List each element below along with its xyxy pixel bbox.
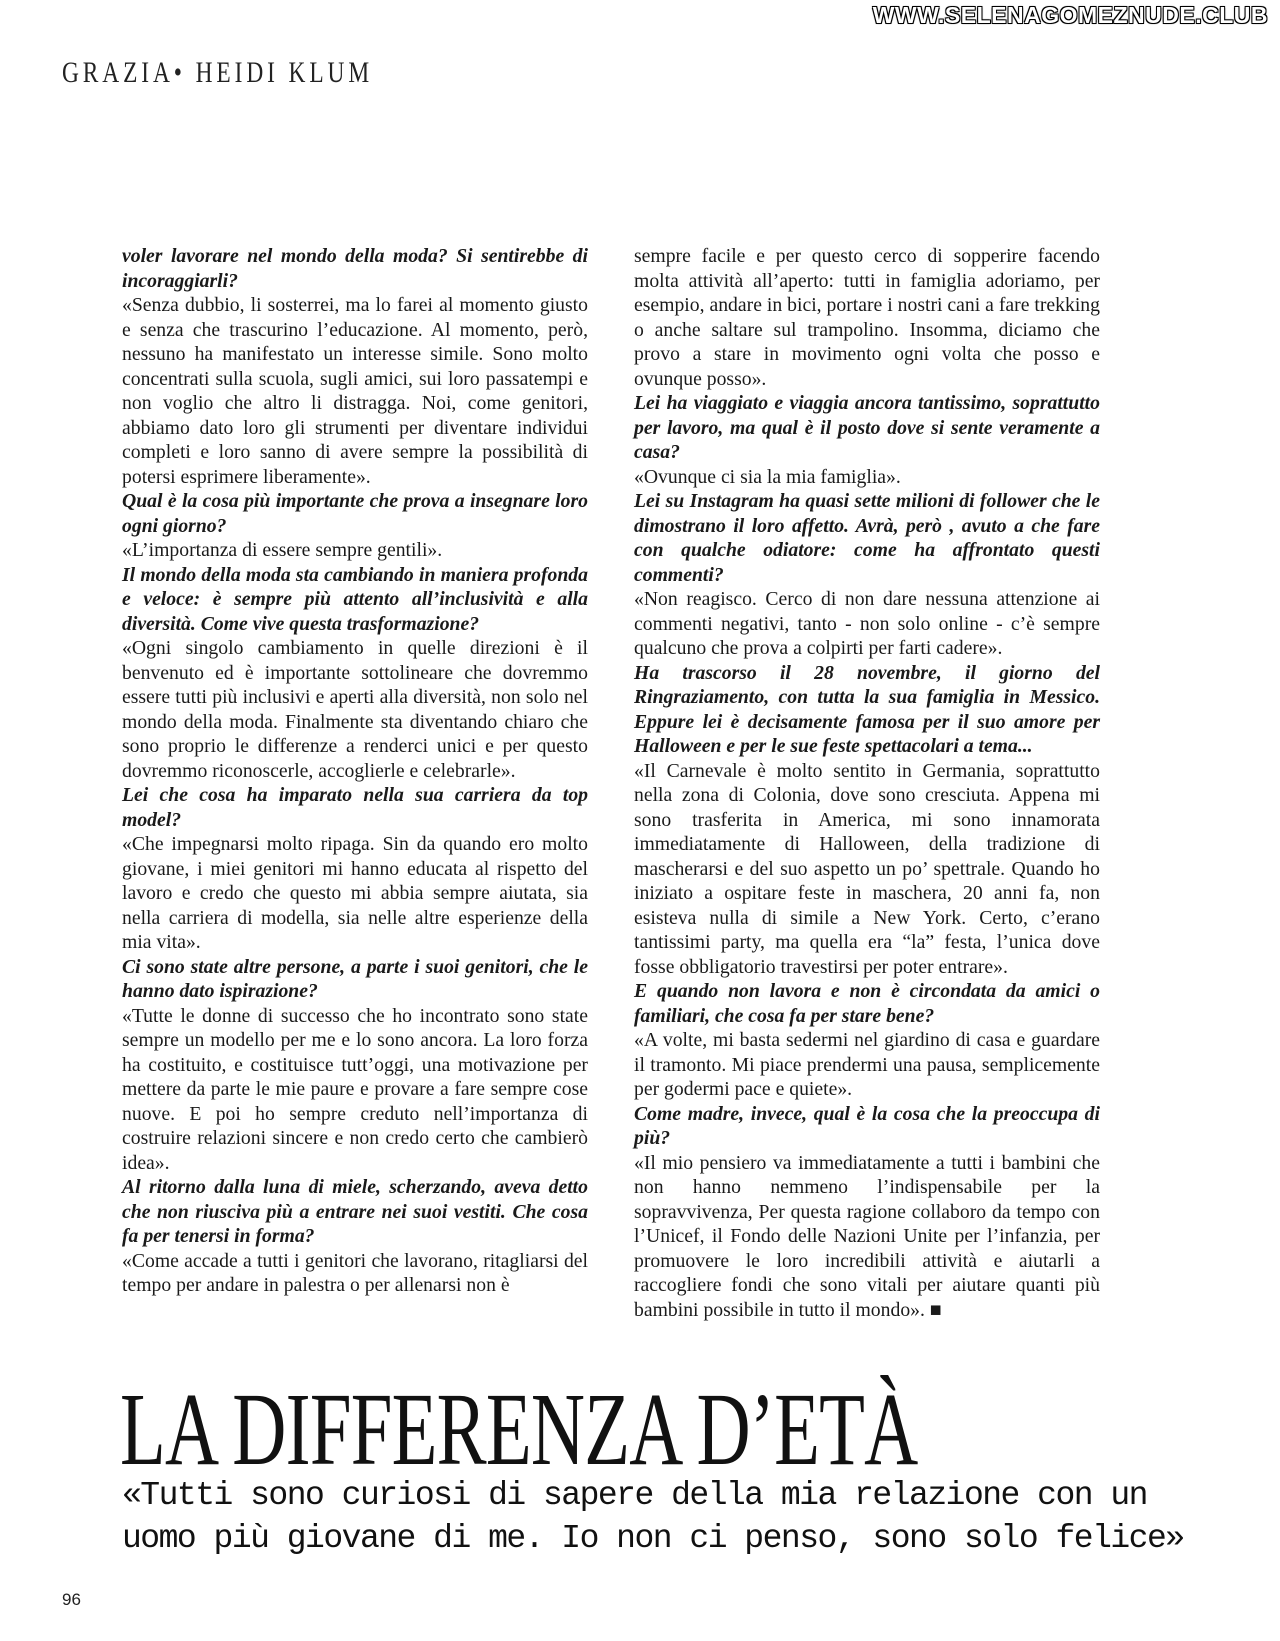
pull-quote (122, 1474, 1242, 1560)
right-paragraph-3: Lei su Instagram ha quasi sette milioni di follower che le dimostrano il loro affetto. Avrà, però , avuto a che fare con qualche odiatore: come ha affrontato questi commenti? (634, 490, 1100, 586)
right-paragraph-4: «Non reagisco. Cerco di non dare nessuna attenzione ai commenti negativi, tanto - non solo online - c’è sempre qualcuno che prova a colpirti per farti cadere». (634, 588, 1100, 659)
left-paragraph-6: Lei che cosa ha imparato nella sua carriera da top model? (122, 784, 588, 831)
left-paragraph-2: Qual è la cosa più importante che prova a insegnare loro ogni giorno? (122, 490, 588, 537)
right-paragraph-6: «Il Carnevale è molto sentito in Germania, soprattutto nella zona di Colonia, dove sono cresciuta. Appena mi sono trasferita in America, mi sono innamorata immediatamente di Halloween, della tradizione di mascherarsi e del suo aspetto un po’ spettrale. Quando ho iniziato a ospitare feste in maschera, 20 anni fa, non esisteva nulla di simile a New York. Certo, c’erano tantissimi party, ma quella era “la” festa, l’unica dove fosse obbligatorio travestirsi per poter entrare». (634, 759, 1100, 978)
left-paragraph-11: «Come accade a tutti i genitori che lavorano, ritagliarsi del tempo per andare in palestra o per allenarsi non è (122, 1249, 588, 1296)
left-paragraph-10: Al ritorno dalla luna di miele, scherzando, aveva detto che non riusciva più a entrare nei suoi vestiti. Che cosa fa per tenersi in forma? (122, 1176, 588, 1247)
right-paragraph-2: «Ovunque ci sia la mia famiglia». (634, 465, 901, 488)
right-paragraph-0: sempre facile e per questo cerco di sopperire facendo molta attività all’aperto: tutti in famiglia adoriamo, per esempio, andare in bici, portare i nostri cani a fare trekking o anche saltare sul trampolino. Insomma, diciamo che provo a stare in movimento ogni volta che posso e ovunque posso». (634, 245, 1100, 390)
left-paragraph-1: «Senza dubbio, li sosterrei, ma lo farei al momento giusto e senza che trascurino l’educazione. Al momento, però, nessuno ha manifestato un interesse simile. Sono molto concentrati sulla scuola, sugli amici, sui loro passatempi e non voglio che altro li distragga. Noi, come genitori, abbiamo dato loro gli strumenti per diventare individui completi e loro sanno di avere sempre la possibilità di potersi esprimere liberamente». (122, 294, 588, 488)
left-paragraph-5: «Ogni singolo cambiamento in quelle direzioni è il benvenuto ed è importante sottolineare che dovremmo essere tutti più inclusivi e aperti alla diversità, non solo nel mondo della moda. Finalmente sta diventando chiaro che sono proprio le differenze a renderci unici e per questo dovremmo riconoscerle, accoglierle e celebrarle». (122, 637, 588, 782)
pull-quote-line-2: uomo più giovane di me. Io non ci penso, sono solo felice» (122, 1520, 1184, 1557)
right-paragraph-7: E quando non lavora e non è circondata da amici o familiari, che cosa fa per stare bene? (634, 980, 1100, 1027)
left-paragraph-9: «Tutte le donne di successo che ho incontrato sono state sempre un modello per me e lo sono ancora. La loro forza ha costituito, e costituisce tutt’oggi, una motivazione per mettere da parte le mie paure e provare a fare sempre cose nuove. E poi ho sempre creduto nell’importanza di costruire relazioni sincere e non credo certo che cambierò idea». (122, 1004, 588, 1174)
section-headline: LA DIFFERENZA D’ETÀ (120, 1372, 918, 1487)
right-paragraph-1: Lei ha viaggiato e viaggia ancora tantissimo, soprattutto per lavoro, ma qual è il posto dove si sente veramente a casa? (634, 392, 1100, 463)
watermark: WWW.SELENAGOMEZNUDE.CLUB (872, 2, 1268, 28)
left-paragraph-8: Ci sono state altre persone, a parte i suoi genitori, che le hanno dato ispirazione? (122, 955, 588, 1002)
right-paragraph-9: Come madre, invece, qual è la cosa che la preoccupa di più? (634, 1102, 1100, 1149)
left-column (122, 244, 588, 1298)
running-head: GRAZIA• HEIDI KLUM (62, 56, 374, 89)
right-column (634, 244, 1100, 1322)
page-number: 96 (62, 1590, 81, 1609)
right-paragraph-8: «A volte, mi basta sedermi nel giardino di casa e guardare il tramonto. Mi piace prendermi una pausa, semplicemente per godermi pace e quiete». (634, 1029, 1100, 1100)
left-paragraph-3: «L’importanza di essere sempre gentili». (122, 539, 443, 561)
right-paragraph-5: Ha trascorso il 28 novembre, il giorno del Ringraziamento, con tutta la sua famiglia in Messico. Eppure lei è decisamente famosa per il suo amore per Halloween e per le sue feste spettacolari a tema... (634, 661, 1100, 757)
left-paragraph-0: voler lavorare nel mondo della moda? Si sentirebbe di incoraggiarli? (122, 245, 588, 292)
right-paragraph-10: «Il mio pensiero va immediatamente a tutti i bambini che non hanno nemmeno l’indispensabile per la sopravvivenza, Per questa ragione collaboro da tempo con l’Unicef, il Fondo delle Nazioni Unite per l’infanzia, per promuovere le loro incredibili attività e aiutarli a raccogliere fondi che sono vitali per aiutare quanti più bambini possibile in tutto il mondo». ■ (634, 1151, 1100, 1321)
left-paragraph-7: «Che impegnarsi molto ripaga. Sin da quando ero molto giovane, i miei genitori mi hanno educata al rispetto del lavoro e credo che questo mi abbia sempre aiutata, sia nella carriera di modella, sia nelle altre esperienze della mia vita». (122, 833, 588, 953)
left-paragraph-4: Il mondo della moda sta cambiando in maniera profonda e veloce: è sempre più attento all’inclusività e alla diversità. Come vive questa trasformazione? (122, 563, 588, 635)
pull-quote-line-1: «Tutti sono curiosi di sapere della mia relazione con un (122, 1477, 1147, 1514)
